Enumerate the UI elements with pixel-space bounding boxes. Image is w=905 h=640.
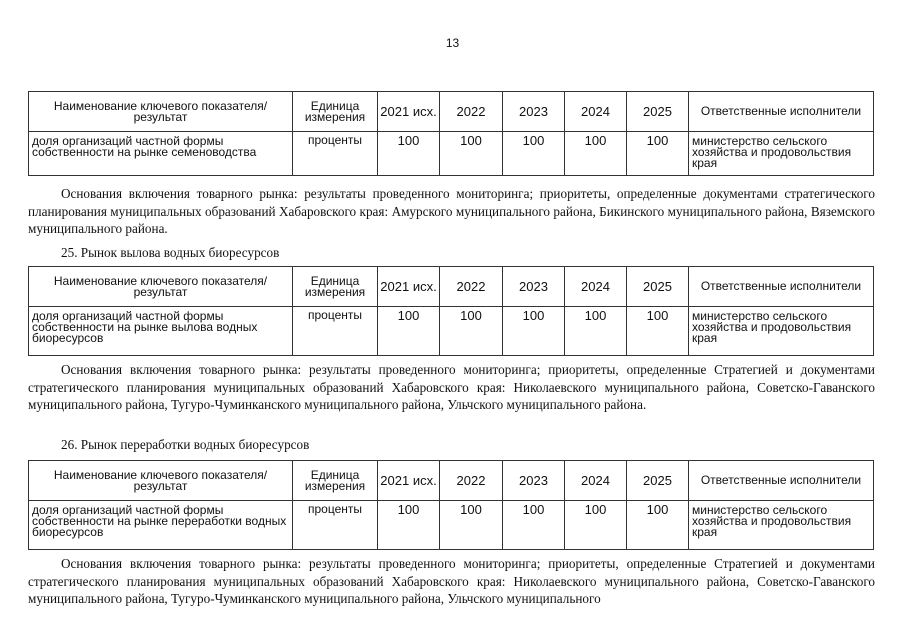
header-2021: 2021 исх. (378, 267, 440, 307)
value-2024-cell: 100 (565, 501, 627, 550)
table-row (29, 307, 874, 356)
header-2021: 2021 исх. (378, 92, 440, 132)
executor-cell: министерство сельского хозяйства и продовольствия края (689, 132, 874, 176)
header-2025: 2025 (627, 92, 689, 132)
value-2024-cell: 100 (565, 132, 627, 176)
header-indicator: Наименование ключевого показателя/результат (29, 92, 293, 132)
header-2022: 2022 (440, 461, 503, 501)
header-2023: 2023 (503, 92, 565, 132)
table-header-row (29, 92, 874, 132)
value-2022-cell: 100 (440, 501, 503, 550)
value-2023-cell: 100 (503, 132, 565, 176)
header-2022: 2022 (440, 92, 503, 132)
unit-cell: проценты (293, 132, 378, 176)
section-heading: 25. Рынок вылова водных биоресурсов (61, 245, 280, 260)
header-2024: 2024 (565, 267, 627, 307)
header-executor: Ответственные исполнители (689, 92, 874, 132)
value-2025-cell: 100 (627, 307, 689, 356)
indicator-cell: доля организаций частной формы собственности на рынке вылова водных биоресурсов (29, 307, 293, 356)
value-2025-cell: 100 (627, 501, 689, 550)
value-2021-cell: 100 (378, 132, 440, 176)
value-2021-cell: 100 (378, 307, 440, 356)
unit-cell: проценты (293, 307, 378, 356)
value-2023-cell: 100 (503, 501, 565, 550)
header-executor: Ответственные исполнители (689, 267, 874, 307)
basis-paragraph: Основания включения товарного рынка: результаты проведенного мониторинга; приоритеты, определенные Стратегией и документами стратегического планирования муниципальных образований Хабаровского края: Николаевского муниципального района, Советско-Гаванского муниципального района, Тугуро-Чуминканского муниципального района, Ульчского муниципального (28, 556, 875, 606)
unit-cell: проценты (293, 501, 378, 550)
indicator-table-seed-market (28, 91, 874, 176)
value-2022-cell: 100 (440, 307, 503, 356)
indicator-cell: доля организаций частной формы собственности на рынке переработки водных биоресурсов (29, 501, 293, 550)
basis-paragraph: Основания включения товарного рынка: результаты проведенного мониторинга; приоритеты, определенные Стратегией и документами стратегического планирования муниципальных образований Хабаровского края: Николаевского муниципального района, Советско-Гаванского муниципального района, Тугуро-Чуминканского муниципального района, Ульчского муниципального района. (28, 362, 875, 412)
table-header-row (29, 461, 874, 501)
value-2023-cell: 100 (503, 307, 565, 356)
value-2021-cell: 100 (378, 501, 440, 550)
indicator-table-fishing-market (28, 266, 874, 356)
header-executor: Ответственные исполнители (689, 461, 874, 501)
header-unit: Единица измерения (293, 267, 378, 307)
indicator-table-processing-market (28, 460, 874, 550)
indicator-cell: доля организаций частной формы собственности на рынке семеноводства (29, 132, 293, 176)
header-2022: 2022 (440, 267, 503, 307)
header-2021: 2021 исх. (378, 461, 440, 501)
value-2024-cell: 100 (565, 307, 627, 356)
table-row (29, 132, 874, 176)
header-2024: 2024 (565, 461, 627, 501)
header-2023: 2023 (503, 267, 565, 307)
section-heading: 26. Рынок переработки водных биоресурсов (61, 437, 310, 452)
value-2025-cell: 100 (627, 132, 689, 176)
header-indicator: Наименование ключевого показателя/результат (29, 267, 293, 307)
table-row (29, 501, 874, 550)
executor-cell: министерство сельского хозяйства и продовольствия края (689, 307, 874, 356)
page-number: 13 (445, 36, 460, 50)
header-2023: 2023 (503, 461, 565, 501)
basis-paragraph: Основания включения товарного рынка: результаты проведенного мониторинга; приоритеты, определенные документами стратегического планирования муниципальных образований Хабаровского края: Амурского муниципального района, Бикинского муниципального района, Вяземского муниципального района. (28, 186, 875, 236)
header-2025: 2025 (627, 267, 689, 307)
table-header-row (29, 267, 874, 307)
header-unit: Единица измерения (293, 92, 378, 132)
header-unit: Единица измерения (293, 461, 378, 501)
executor-cell: министерство сельского хозяйства и продовольствия края (689, 501, 874, 550)
value-2022-cell: 100 (440, 132, 503, 176)
header-2025: 2025 (627, 461, 689, 501)
header-2024: 2024 (565, 92, 627, 132)
header-indicator: Наименование ключевого показателя/результат (29, 461, 293, 501)
